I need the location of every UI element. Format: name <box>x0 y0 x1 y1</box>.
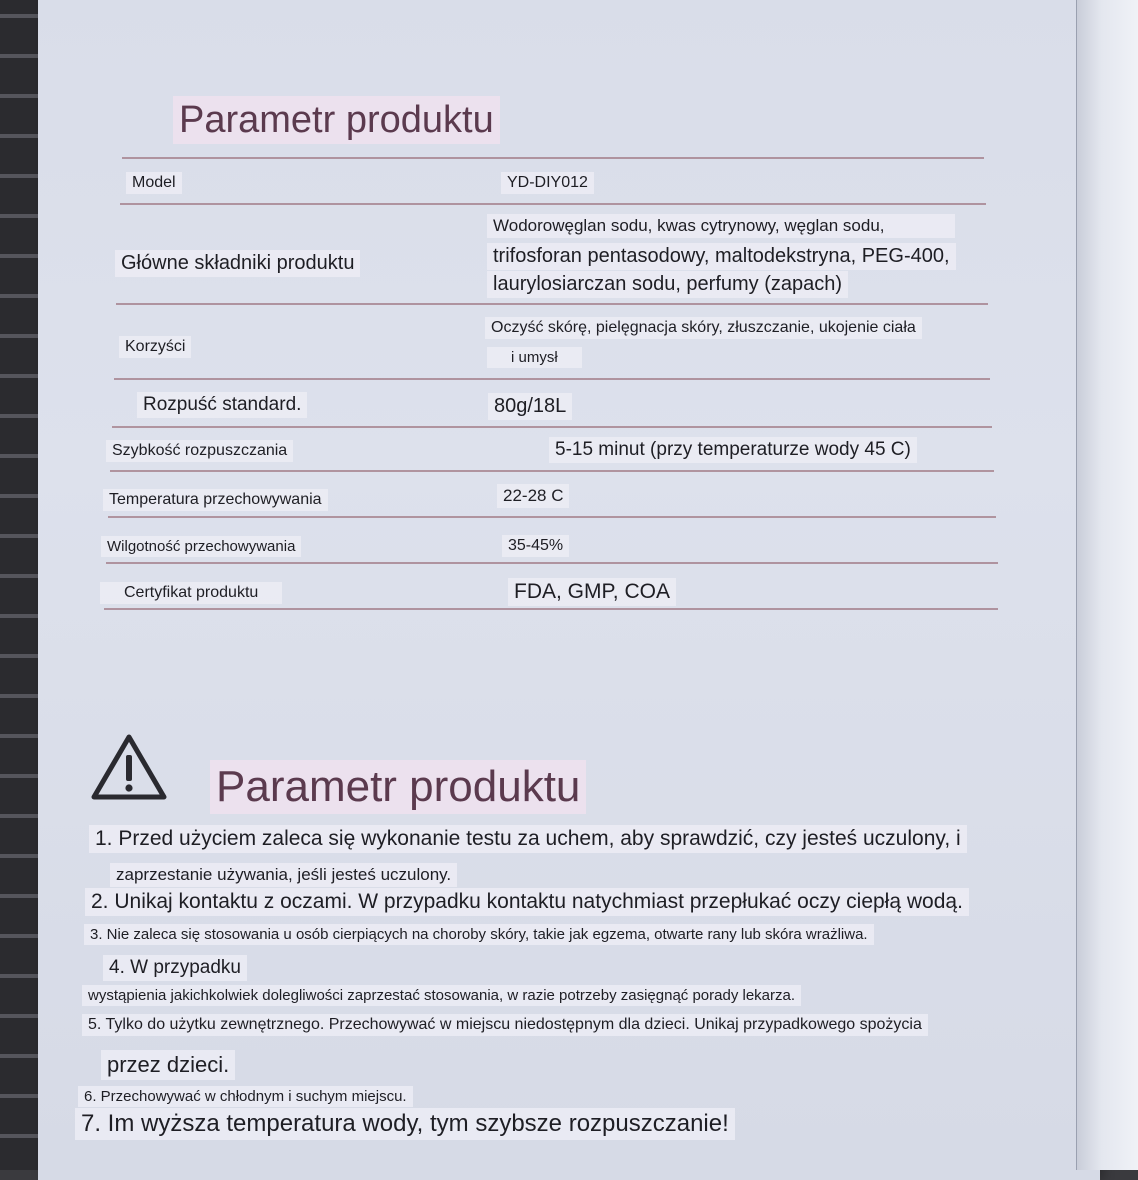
notebook-binding <box>0 0 40 1170</box>
model-value: YD-DIY012 <box>501 172 594 194</box>
temp-label: Temperatura przechowywania <box>103 489 328 511</box>
warning-line: 5. Tylko do użytku zewnętrznego. Przechowywać w miejscu niedostępnym dla dzieci. Unikaj przypadkowego spożycia <box>82 1014 928 1036</box>
table-rule <box>104 608 998 610</box>
humidity-label: Wilgotność przechowywania <box>101 536 301 557</box>
table-rule <box>120 203 986 205</box>
ingredients-label: Główne składniki produktu <box>115 250 360 277</box>
speed-value: 5-15 minut (przy temperaturze wody 45 C) <box>549 437 917 463</box>
table-rule <box>122 157 984 159</box>
warning-line: 3. Nie zaleca się stosowania u osób cierpiących na choroby skóry, takie jak egzema, otwarte rany lub skóra wrażliwa. <box>84 924 874 945</box>
warning-line: zaprzestanie używania, jeśli jesteś uczulony. <box>110 863 457 887</box>
ingredients-value-line: Wodorowęglan sodu, kwas cytrynowy, węglan sodu, <box>487 214 955 238</box>
warning-line: 6. Przechowywać w chłodnym i suchym miejscu. <box>78 1086 413 1107</box>
adjacent-page-edge <box>1076 0 1138 1170</box>
params-title: Parametr produktu <box>173 96 500 144</box>
table-rule <box>114 378 990 380</box>
benefits-label: Korzyści <box>119 336 191 358</box>
benefits-value-line: i umysł <box>487 347 582 368</box>
warning-line: przez dzieci. <box>101 1050 235 1080</box>
model-label: Model <box>126 172 182 194</box>
warning-line: 4. W przypadku <box>103 955 247 981</box>
dissolve-label: Rozpuść standard. <box>137 392 307 418</box>
warning-line: 1. Przed użyciem zaleca się wykonanie testu za uchem, aby sprawdzić, czy jesteś uczulony, i <box>89 825 967 853</box>
cert-value: FDA, GMP, COA <box>508 578 676 606</box>
table-rule <box>110 470 994 472</box>
ingredients-value-line: trifosforan pentasodowy, maltodekstryna, PEG-400, <box>487 243 956 270</box>
table-rule <box>106 562 998 564</box>
table-rule <box>116 303 988 305</box>
table-rule <box>112 426 992 428</box>
speed-label: Szybkość rozpuszczania <box>106 440 293 462</box>
warning-line: 7. Im wyższa temperatura wody, tym szybsze rozpuszczanie! <box>75 1108 735 1140</box>
ingredients-value-line: laurylosiarczan sodu, perfumy (zapach) <box>487 271 848 298</box>
temp-value: 22-28 C <box>497 484 569 508</box>
warnings-title: Parametr produktu <box>210 760 586 814</box>
humidity-value: 35-45% <box>502 535 569 557</box>
cert-label: Certyfikat produktu <box>100 582 282 604</box>
table-rule <box>108 516 996 518</box>
benefits-value-line: Oczyść skórę, pielęgnacja skóry, złuszczanie, ukojenie ciała <box>485 317 922 339</box>
warning-line: wystąpienia jakichkolwiek dolegliwości zaprzestać stosowania, w razie potrzeby zasięgnąć porady lekarza. <box>82 985 801 1006</box>
dissolve-value: 80g/18L <box>488 393 572 420</box>
warning-line: 2. Unikaj kontaktu z oczami. W przypadku kontaktu natychmiast przepłukać oczy ciepłą wodą. <box>85 888 969 916</box>
warning-triangle-icon <box>90 733 168 803</box>
